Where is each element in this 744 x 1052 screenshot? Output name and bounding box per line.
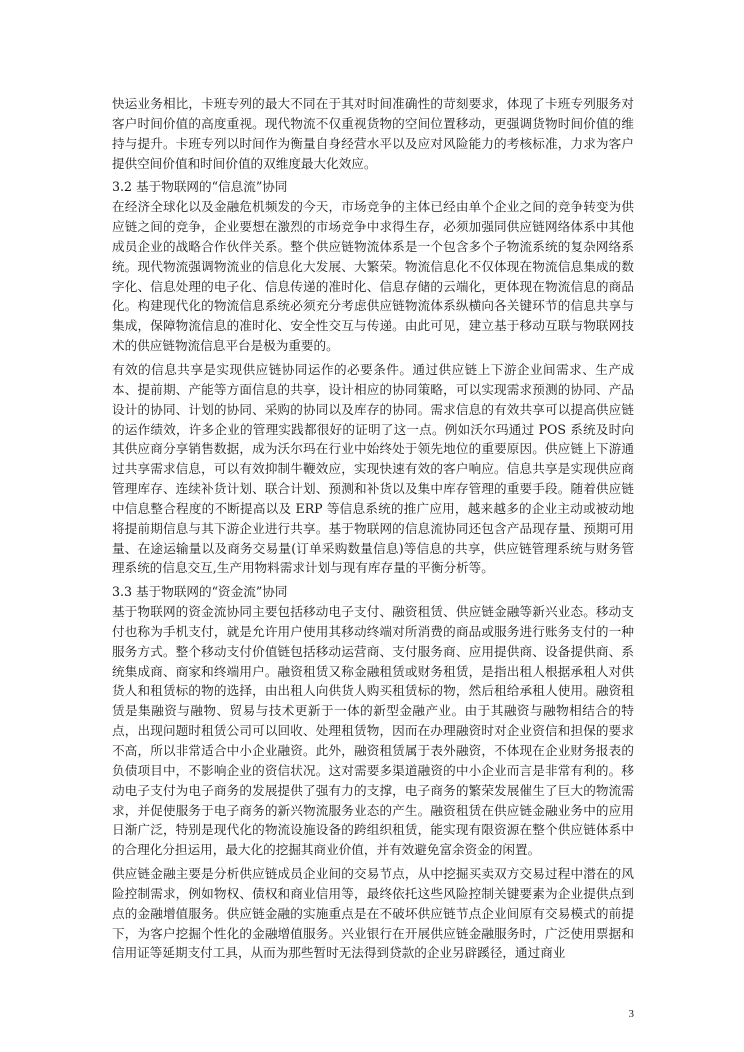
section-heading-information-flow: 3.2 基于物联网的“信息流”协同: [112, 179, 288, 195]
paragraph-mobile-payment-leasing: 基于物联网的资金流协同主要包括移动电子支付、融资租赁、供应链金融等新兴业态。移动支付也称为手机支付，就是允许用户使用其移动终端对所消费的商品或服务进行账务支付的一种服务方式。整个移动支付价值链包括移动运营商、支付服务商、应用提供商、设备提供商、系统集成商、商家和终端用户。融资租赁又称金融租赁或财务租赁，是指出租人根据承租人对供货人和租赁标的物的选择，由出租人向供货人购买租赁标的物，然后租给承租人使用。融资租赁是集融资与融物、贸易与技术更新于一体的新型金融产业。由于其融资与融物相结合的特点，出现问题时租赁公司可以回收、处理租赁物，因而在办理融资时对企业资信和担保的要求不高，所以非常适合中小企业融资。此外，融资租赁属于表外融资，不体现在企业财务报表的负债项目中，不影响企业的资信状况。这对需要多渠道融资的中小企业而言是非常有利的。移动电子支付为电子商务的发展提供了强有力的支撑，电子商务的繁荣发展催生了巨大的物流需求，并促使服务于电子商务的新兴物流服务业态的产生。融资租赁在供应链金融业务中的应用日渐广泛，特别是现代化的物流设施设备的跨组织租赁，能实现有限资源在整个供应链体系中的合理化分担运用，最大化的挖掘其商业价值，并有效避免富余资金的闲置。: [112, 604, 634, 858]
paragraph-info-sharing: 有效的信息共享是实现供应链协同运作的必要条件。通过供应链上下游企业间需求、生产成本、提前期、产能等方面信息的共享，设计相应的协同策略，可以实现需求预测的协同、产品设计的协同、计划的协同、采购的协同以及库存的协同。需求信息的有效共享可以提高供应链的运作绩效，许多企业的管理实践都很好的证明了这一点。例如沃尔玛通过 POS 系统及时向其供应商分享销售数据，成为沃尔玛在行业中始终处于领先地位的重要原因。供应链上下游通过共享需求信息，可以有效抑制牛鞭效应，实现快速有效的客户响应。信息共享是实现供应商管理库存、连续补货计划、联合计划、预测和补货以及集中库存管理的重要手段。随着供应链中信息整合程度的不断提高以及 ERP 等信息系统的推广应用，越来越多的企业主动或被动地将提前期信息与其下游企业进行共享。基于物联网的信息流协同还包含产品现存量、预期可用量、在途运输量以及商务交易量(订单采购数量信息)等信息的共享，供应链管理系统与财务管理系统的信息交互,生产用物料需求计划与现有库存量的平衡分析等。: [112, 361, 634, 576]
page-number: 3: [628, 1008, 634, 1020]
paragraph-supply-chain-finance: 供应链金融主要是分析供应链成员企业间的交易节点，从中挖掘买卖双方交易过程中潜在的风险控制需求，例如物权、债权和商业信用等，最终依托这些风险控制关键要素为企业提供点到点的金融增值服务。供应链金融的实施重点是在不破坏供应链节点企业间原有交易模式的前提下，为客户挖掘个性化的金融增值服务。兴业银行在开展供应链金融服务时，广泛使用票据和信用证等延期支付工具，从而为那些暂时无法得到贷款的企业另辟蹊径，通过商业: [112, 866, 634, 961]
section-heading-capital-flow: 3.3 基于物联网的“资金流”协同: [112, 584, 288, 600]
paragraph-info-system: 在经济全球化以及金融危机频发的今天，市场竞争的主体已经由单个企业之间的竞争转变为供应链之间的竞争，企业要想在激烈的市场竞争中求得生存，必须加强同供应链网络体系中其他成员企业的战略合作伙伴关系。整个供应链物流体系是一个包含多个子物流系统的复杂网络系统。现代物流强调物流业的信息化大发展、大繁荣。物流信息化不仅体现在物流信息集成的数字化、信息处理的电子化、信息传递的准时化、信息存储的云端化，更体现在物流信息的商品化。构建现代化的物流信息系统必须充分考虑供应链物流体系纵横向各关键环节的信息共享与集成，保障物流信息的准时化、安全性交互与传递。由此可见，建立基于移动互联与物联网技术的供应链物流信息平台是极为重要的。: [112, 199, 634, 354]
paragraph-kaban-time-value: 快运业务相比，卡班专列的最大不同在于其对时间准确性的苛刻要求，体现了卡班专列服务对客户时间价值的高度重视。现代物流不仅重视货物的空间位置移动，更强调货物时间价值的维持与提升。卡班专列以时间作为衡量自身经营水平以及应对风险能力的考核标准，力求为客户提供空间价值和时间价值的双维度最大化效应。: [112, 96, 634, 171]
document-body: [112, 94, 634, 967]
